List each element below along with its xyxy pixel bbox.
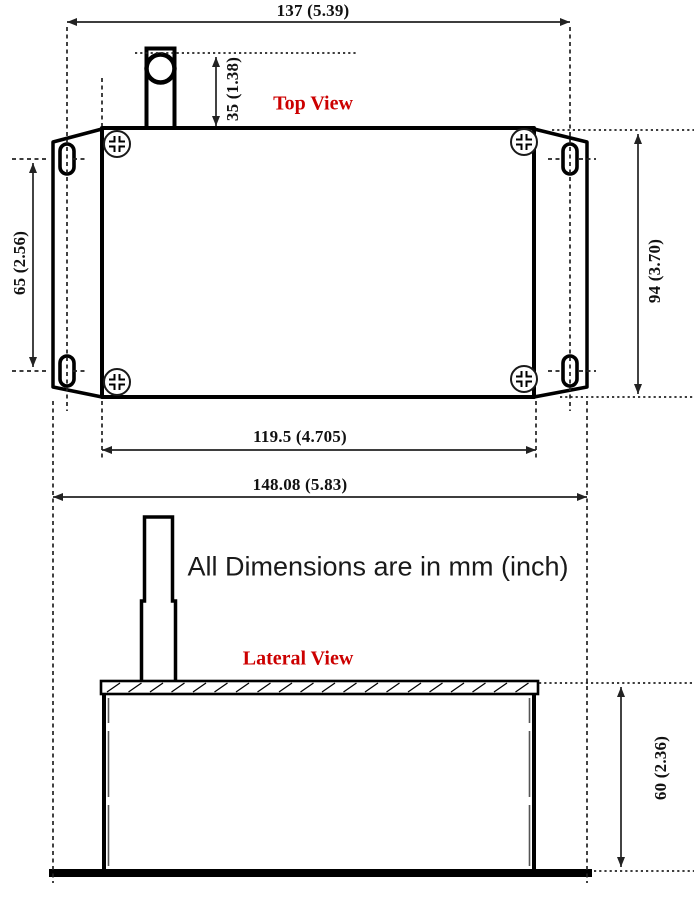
dim-text-mount-span-vertical: 65 (2.56): [10, 230, 29, 296]
screw-icon: [104, 131, 130, 157]
enclosure-body-top: [102, 128, 534, 397]
dim-text-body-height: 60 (2.36): [651, 735, 670, 801]
lateral-view-title: Lateral View: [242, 647, 354, 670]
base-plate: [49, 869, 592, 877]
dim-text-mount-span-horizontal: 137 (5.39): [276, 1, 350, 20]
dim-text-antenna-inset: 35 (1.38): [223, 56, 242, 122]
screw-icon: [511, 129, 537, 155]
dim-text-body-width: 119.5 (4.705): [253, 427, 347, 446]
screw-icon: [104, 369, 130, 395]
lid-cross-section: [101, 681, 538, 694]
units-note: All Dimensions are in mm (inch): [187, 551, 569, 582]
antenna-stub-lateral: [142, 517, 176, 681]
right-mounting-flange: [534, 129, 587, 397]
dim-text-overall-width: 148.08 (5.83): [252, 475, 348, 494]
top-view-title: Top View: [273, 92, 353, 115]
antenna-connector-circle: [147, 55, 175, 83]
screw-icon: [511, 366, 537, 392]
dim-text-overall-depth: 94 (3.70): [645, 238, 664, 304]
